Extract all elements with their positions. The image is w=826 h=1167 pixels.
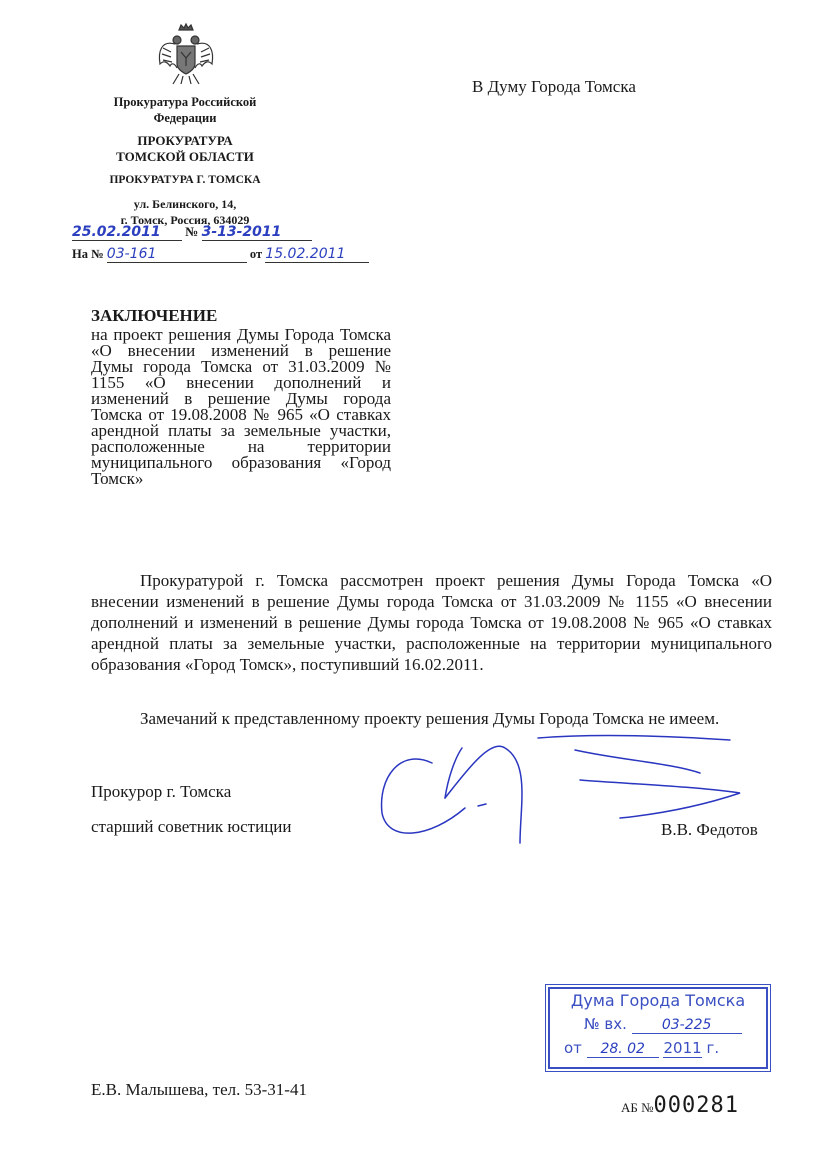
ref-date: 15.02.2011 bbox=[265, 246, 369, 263]
regional-office bbox=[90, 133, 280, 165]
stamp-in-number: 03-225 bbox=[632, 1017, 742, 1034]
stamp-from-label: от bbox=[564, 1039, 582, 1057]
ref-prefix: На № bbox=[72, 247, 104, 261]
stamp-date: 28. 02 bbox=[587, 1041, 659, 1058]
form-serial-number: 000281 bbox=[653, 1093, 739, 1118]
coat-of-arms-icon bbox=[155, 22, 217, 90]
signature-icon bbox=[370, 718, 770, 858]
organization-name bbox=[90, 94, 280, 126]
outgoing-number-label: № bbox=[185, 224, 199, 239]
office-line-1: ПРОКУРАТУРА bbox=[137, 133, 233, 148]
outgoing-reference bbox=[72, 224, 322, 241]
city-office: ПРОКУРАТУРА Г. ТОМСКА bbox=[109, 174, 261, 186]
stamp-title: Дума Города Томска bbox=[570, 991, 746, 1010]
stamp-number-row bbox=[584, 1015, 742, 1034]
stamp-in-label: № вх. bbox=[584, 1015, 627, 1033]
office-line-2: ТОМСКОЙ ОБЛАСТИ bbox=[116, 149, 254, 164]
outgoing-number: 3-13-2011 bbox=[202, 224, 312, 241]
incoming-stamp bbox=[548, 987, 768, 1069]
stamp-year-suffix: г. bbox=[706, 1039, 720, 1057]
incoming-reference bbox=[72, 246, 402, 263]
conclusion-subject: на проект решения Думы Города Томска «О внесении изменений в решение Думы города Томска от 31.03.2009 № 1155 «О внесении дополнений и изменений в решение Думы города Томска от 19.08.2008 № 965 «О ставках арендной платы за земельные участки, расположенные на территории муниципального образования «Город Томск» bbox=[91, 325, 391, 488]
outgoing-date: 25.02.2011 bbox=[72, 224, 182, 241]
stamp-date-row bbox=[564, 1039, 719, 1058]
address-line-2: г. Томск, Россия, 634029 bbox=[120, 213, 250, 227]
signatory-position: Прокурор г. Томска bbox=[91, 782, 232, 801]
address-line-1: ул. Белинского, 14, bbox=[133, 197, 237, 211]
signatory-name: В.В. Федотов bbox=[661, 820, 758, 839]
body-paragraph-1: Прокуратурой г. Томска рассмотрен проект решения Думы Города Томска «О внесении изменений в решение Думы города Томска от 31.03.2009 № 1155 «О внесении дополнений и изменений в решение Думы города Томска от 19.08.2008 № 965 «О ставках арендной платы за земельные участки, расположенные на территории муниципального образования «Город Томск», поступивший 16.02.2011. bbox=[91, 571, 772, 674]
body-paragraph-2: Замечаний к представленному проекту решения Думы Города Томска не имеем. bbox=[140, 709, 720, 728]
org-line-1: Прокуратура Российской bbox=[113, 95, 257, 109]
form-serial bbox=[621, 1093, 739, 1118]
form-series: АБ № bbox=[621, 1100, 654, 1115]
stamp-year: 2011 bbox=[663, 1039, 702, 1057]
ref-number: 03-161 bbox=[107, 246, 247, 263]
recipient: В Думу Города Томска bbox=[472, 77, 636, 96]
org-line-2: Федерации bbox=[153, 111, 217, 125]
executor-contact: Е.В. Малышева, тел. 53-31-41 bbox=[91, 1080, 307, 1099]
conclusion-heading: ЗАКЛЮЧЕНИЕ bbox=[91, 306, 218, 325]
ref-from-label: от bbox=[249, 247, 263, 261]
signatory-rank: старший советник юстиции bbox=[91, 817, 292, 836]
